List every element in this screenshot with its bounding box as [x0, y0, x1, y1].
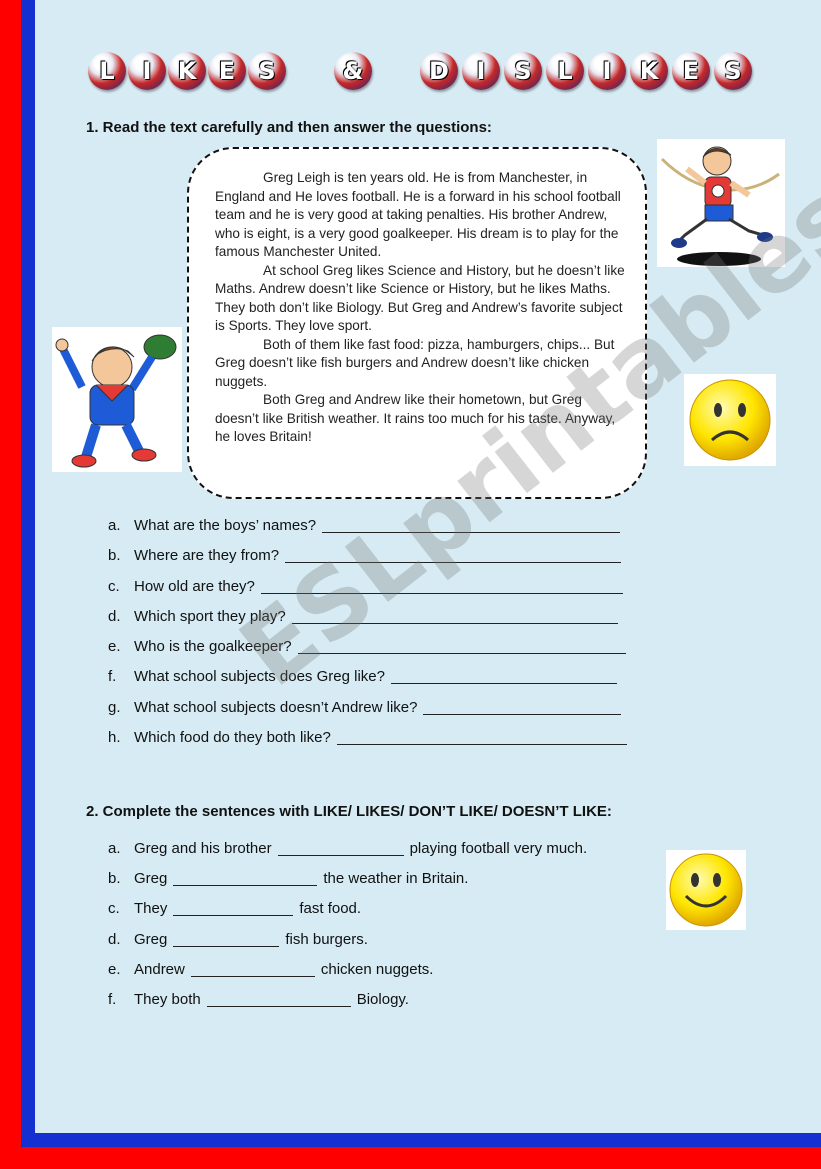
- question-item: [108, 699, 668, 729]
- fill-blank[interactable]: [278, 840, 404, 856]
- happy-face-icon: [666, 850, 746, 930]
- title-letter-ball: K: [630, 52, 668, 90]
- story-paragraph: At school Greg likes Science and History, but he doesn’t like Maths. Andrew doesn’t like Science or History, but he likes Maths. They both don’t like Biology. But Greg and Andrew’s favorite subject is Sports. They love sport.: [215, 262, 625, 333]
- sentence-end: fish burgers.: [285, 930, 368, 948]
- sentence-item: [108, 961, 668, 991]
- question-text: What school subjects does Greg like?: [134, 668, 385, 686]
- question-text: What are the boys’ names?: [134, 517, 317, 534]
- section1-heading: 1. Read the text carefully and then answer the questions:: [86, 119, 492, 136]
- sentence-letter: d.: [108, 930, 121, 948]
- fill-blank[interactable]: [191, 961, 315, 977]
- complete-sentence-list: [108, 840, 668, 1021]
- question-text: What school subjects doesn’t Andrew like?: [134, 698, 418, 716]
- sentence-letter: e.: [108, 960, 121, 978]
- title-letter-ball: S: [504, 52, 542, 90]
- sentence-end: chicken nuggets.: [320, 960, 434, 978]
- question-item: [108, 729, 668, 759]
- sentence-start: They both: [134, 990, 201, 1008]
- question-letter: c.: [108, 577, 120, 595]
- left-blue-border: [21, 0, 35, 1133]
- left-red-border: [0, 0, 21, 1169]
- sentence-start: Greg: [134, 930, 168, 948]
- sentence-letter: b.: [108, 870, 121, 888]
- sentence-item: [108, 991, 668, 1021]
- question-text: Which food do they both like?: [134, 729, 331, 747]
- question-letter: h.: [108, 729, 121, 747]
- title-letter-ball: I: [128, 52, 166, 90]
- question-item: [108, 638, 668, 668]
- title-letter-ball: L: [88, 52, 126, 90]
- sentence-start: They: [134, 900, 168, 918]
- title-letter-ball: S: [714, 52, 752, 90]
- question-text: How old are they?: [134, 577, 255, 595]
- answer-blank[interactable]: [391, 668, 617, 684]
- question-letter: g.: [108, 698, 121, 716]
- title-letter-ball: S: [248, 52, 286, 90]
- sentence-letter: a.: [108, 840, 121, 857]
- title-letter-ball: E: [208, 52, 246, 90]
- title-letter-ball: E: [672, 52, 710, 90]
- title-letter-ball: I: [588, 52, 626, 90]
- question-text: Where are they from?: [134, 547, 280, 565]
- fill-blank[interactable]: [207, 991, 351, 1007]
- sentence-end: playing football very much.: [409, 840, 588, 857]
- story-paragraph: Both of them like fast food: pizza, hamburgers, chips... But Greg doesn’t like fish burgers and Andrew doesn’t like chicken nuggets.: [215, 336, 615, 389]
- question-letter: f.: [108, 668, 117, 686]
- question-letter: b.: [108, 547, 121, 565]
- question-letter: d.: [108, 607, 121, 625]
- sentence-item: [108, 931, 668, 961]
- sentence-letter: c.: [108, 900, 120, 918]
- title-letter-ball: I: [462, 52, 500, 90]
- story-paragraph: Both Greg and Andrew like their hometown, but Greg doesn’t like British weather. It rains too much for his taste. Anyway, he loves Britain!: [215, 392, 616, 444]
- question-text: Who is the goalkeeper?: [134, 638, 292, 656]
- fill-blank[interactable]: [173, 931, 279, 947]
- title-letter-ball: D: [420, 52, 458, 90]
- sentence-end: Biology.: [356, 990, 409, 1008]
- story-paragraph: Greg Leigh is ten years old. He is from Manchester, in England and He loves football. He is a forward in his school football team and he is very good at taking penalties. His brother Andrew, who is eight, is a very good goalkeeper. His dream is to play for the famous Manchester United.: [215, 170, 621, 259]
- bottom-blue-border: [21, 1133, 821, 1147]
- sentence-item: [108, 840, 668, 870]
- title-letter-ball: &: [334, 52, 372, 90]
- worksheet-title: [88, 48, 768, 98]
- section2-heading: 2. Complete the sentences with LIKE/ LIKES/ DON’T LIKE/ DOESN’T LIKE:: [86, 803, 612, 820]
- answer-blank[interactable]: [423, 699, 621, 715]
- title-letter-ball: L: [546, 52, 584, 90]
- sentence-end: fast food.: [299, 900, 362, 918]
- question-text: Which sport they play?: [134, 607, 286, 625]
- sentence-start: Andrew: [134, 960, 185, 978]
- sentence-item: [108, 900, 668, 930]
- answer-blank[interactable]: [337, 729, 627, 745]
- question-letter: a.: [108, 517, 121, 534]
- question-letter: e.: [108, 638, 121, 656]
- title-letter-ball: K: [168, 52, 206, 90]
- fill-blank[interactable]: [173, 900, 293, 916]
- fill-blank[interactable]: [173, 870, 317, 886]
- sentence-start: Greg: [134, 870, 168, 888]
- question-item: [108, 668, 668, 698]
- sentence-end: the weather in Britain.: [323, 870, 469, 888]
- cheering-boy-picture: [52, 327, 182, 472]
- sentence-letter: f.: [108, 990, 117, 1008]
- bottom-red-border: [0, 1147, 821, 1169]
- sentence-item: [108, 870, 668, 900]
- sentence-start: Greg and his brother: [134, 840, 272, 857]
